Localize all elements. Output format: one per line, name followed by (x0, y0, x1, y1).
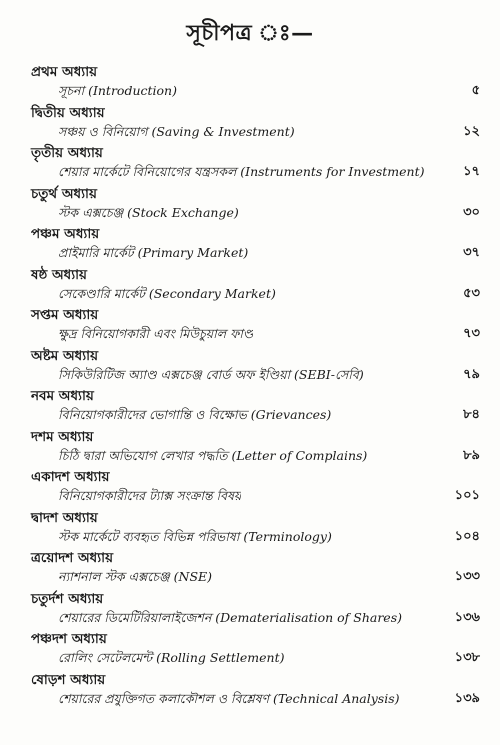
page-number: ১৭ (463, 164, 480, 179)
toc-entry (0, 104, 500, 145)
chapter-label: চতুর্দশ অধ্যায় (31, 590, 104, 607)
toc-entry (0, 144, 500, 185)
chapter-label: পঞ্চম অধ্যায় (31, 226, 100, 242)
topic-title: শেয়ারের ডিমেটিরিয়ালাইজেশন (Dematerialisation of Shares) (58, 609, 402, 625)
topic-title: চিঠি দ্বারা অভিযোগ লেখার পদ্ধতি (Letter of Complains) (58, 447, 368, 463)
page-number: ৩০ (463, 204, 480, 220)
toc-entry (0, 509, 500, 550)
chapter-label: নবম অধ্যায় (31, 388, 94, 404)
page-number: ১৩৮ (454, 650, 480, 665)
chapter-label: ত্রয়োদশ অধ্যায় (31, 550, 114, 566)
chapter-label: ষোড়শ অধ্যায় (31, 671, 106, 688)
chapter-label: দশম অধ্যায় (31, 428, 94, 445)
chapter-label: দ্বিতীয় অধ্যায় (31, 104, 105, 121)
topic-title: ন্যাশনাল স্টক এক্সচেঞ্জ (NSE) (58, 569, 213, 584)
chapter-label: প্রথম অধ্যায় (31, 64, 98, 80)
toc-entry (0, 347, 500, 388)
toc-entry (0, 225, 500, 266)
page-number: ১৩৯ (454, 690, 480, 706)
topic-title: বিনিয়োগকারীদের ভোগান্তি ও বিক্ষোভ (Grievances) (58, 407, 332, 422)
chapter-label: তৃতীয় অধ্যায় (31, 145, 103, 161)
page-number: ৭৩ (463, 326, 480, 341)
topic-title: শেয়ার মার্কেটে বিনিয়োগের যন্ত্রসকল (Instruments for Investment) (58, 164, 425, 179)
chapter-label: চতুর্থ অধ্যায় (31, 185, 97, 202)
topic-title: প্রাইমারি মার্কেট (Primary Market) (58, 245, 249, 260)
toc-entry (0, 630, 500, 671)
chapter-label: একাদশ অধ্যায় (31, 469, 110, 485)
topic-title: স্টক মার্কেটে ব্যবহৃত বিভিন্ন পরিভাষা (Terminology) (58, 528, 332, 544)
page-number: ৫৩ (463, 285, 480, 301)
page-title: সূচীপত্র ঃ— (186, 20, 314, 46)
page-number: ৮৯ (463, 447, 480, 463)
topic-title: ক্ষুদ্র বিনিয়োগকারী এবং মিউচুয়াল ফাণ্ড (58, 326, 254, 341)
topic-title: সূচনা (Introduction) (58, 83, 177, 98)
table-of-contents (0, 63, 500, 711)
topic-title: সেকেণ্ডারি মার্কেট (Secondary Market) (58, 285, 276, 301)
chapter-label: সপ্তম অধ্যায় (31, 307, 99, 323)
toc-entry (0, 671, 500, 712)
page-number: ১২ (463, 123, 480, 139)
chapter-label: অষ্টম অধ্যায় (31, 347, 99, 364)
toc-entry (0, 468, 500, 509)
topic-title: শেয়ারের প্রযুক্তিগত কলাকৌশল ও বিশ্লেষণ (Technical Analysis) (58, 690, 400, 706)
page-number: ৫ (471, 83, 480, 98)
chapter-label: ষষ্ঠ অধ্যায় (31, 266, 87, 283)
page-number: ১০১ (454, 488, 480, 503)
topic-title: সিকিউরিটিজ অ্যাণ্ড এক্সচেঞ্জ বোর্ড অফ ইণ্ডিয়া (SEBI-সেবি) (58, 366, 364, 382)
page-number: ৩৭ (463, 245, 480, 260)
chapter-label: পঞ্চদশ অধ্যায় (31, 631, 107, 647)
toc-entry (0, 185, 500, 226)
toc-entry (0, 266, 500, 307)
toc-entry (0, 387, 500, 428)
topic-title: রোলিং সেটেলমেন্ট (Rolling Settlement) (58, 650, 285, 665)
toc-entry (0, 306, 500, 347)
page-number: ৭৯ (463, 366, 480, 382)
toc-entry (0, 63, 500, 104)
toc-entry (0, 428, 500, 469)
toc-entry (0, 590, 500, 631)
topic-title: সঞ্চয় ও বিনিয়োগ (Saving & Investment) (58, 123, 295, 139)
page-number: ১০৪ (454, 528, 480, 544)
page-number: ৮৪ (463, 407, 480, 422)
page-number: ১৩৬ (454, 609, 480, 625)
page-number: ১৩৩ (454, 569, 480, 584)
chapter-label: দ্বাদশ অধ্যায় (31, 509, 98, 526)
toc-entry (0, 549, 500, 590)
topic-title: স্টক এক্সচেঞ্জ (Stock Exchange) (58, 204, 239, 220)
topic-title: বিনিয়োগকারীদের ট্যাক্স সংক্রান্ত বিষয় (58, 488, 242, 503)
